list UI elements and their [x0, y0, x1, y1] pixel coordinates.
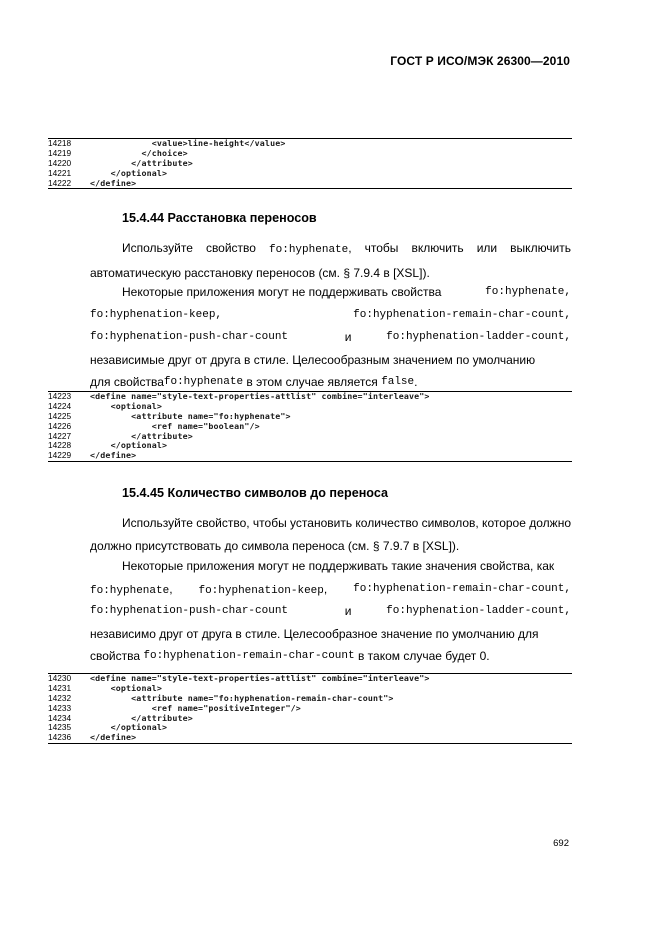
- paragraph-text: Используйте свойство, чтобы установить количество символов, которое должно должно присутствовать до символа переноса (см. § 7.9.7 в [XSL]).: [90, 516, 571, 553]
- line-number: 14225: [48, 410, 72, 421]
- inline-code: fo:hyphenation-remain-char-count,: [353, 582, 571, 595]
- paragraph-text: .: [414, 375, 418, 389]
- code-text: <define name="style-text-properties-attlist" combine="interleave">: [90, 391, 430, 401]
- paragraph-text: для свойства: [90, 375, 164, 389]
- line-number: 14221: [48, 167, 72, 178]
- text-line: [90, 281, 571, 304]
- code-line: [48, 179, 572, 189]
- code-text: </optional>: [90, 167, 168, 178]
- code-text: </define>: [90, 450, 137, 461]
- line-number: 14231: [48, 682, 72, 693]
- paragraph-text: и: [344, 604, 352, 618]
- inline-code: fo:hyphenation-remain-char-count,: [353, 308, 571, 321]
- code-text: <value>line-height</value>: [90, 138, 286, 148]
- paragraph-text: свойства: [90, 649, 144, 663]
- line-number: 14234: [48, 712, 72, 723]
- line-number: 14233: [48, 702, 72, 713]
- paragraph-text: независимые друг от друга в стиле. Целесообразным значением по умолчанию: [90, 352, 536, 367]
- code-text: </attribute>: [90, 430, 193, 441]
- section-heading: 15.4.45 Количество символов до переноса: [122, 486, 388, 500]
- paragraph: [90, 237, 571, 284]
- page-number: 692: [553, 838, 569, 849]
- code-text: <attribute name="fo:hyphenation-remain-char-count">: [90, 692, 394, 703]
- inline-code: fo:hyphenation-remain-char-count: [143, 650, 355, 662]
- paragraph-text: Некоторые приложения могут не поддерживать такие значения свойства, как: [122, 559, 555, 573]
- paragraph-text: Используйте свойство: [122, 241, 270, 255]
- line-number: 14236: [48, 732, 72, 743]
- line-number: 14229: [48, 450, 72, 461]
- paragraph: [90, 512, 571, 557]
- paragraph: [90, 555, 571, 668]
- paragraph: [90, 281, 571, 394]
- code-block-3: [48, 673, 572, 744]
- inline-code: fo:hyphenation-push-char-count: [90, 331, 289, 343]
- code-text: <attribute name="fo:hyphenate">: [90, 410, 291, 421]
- text-line: fo:hyphenate, fo:hyphenation-keep, fo:hyphenation-remain-char-count,: [90, 578, 571, 601]
- text-line: [90, 349, 571, 372]
- code-block-2: [48, 391, 572, 462]
- line-number: 14235: [48, 722, 72, 733]
- line-number: 14224: [48, 400, 72, 411]
- paragraph-text: Некоторые приложения могут не поддерживать свойства: [122, 285, 442, 299]
- inline-code: fo:hyphenation-ladder-count,: [386, 331, 571, 343]
- line-number: 14228: [48, 440, 72, 451]
- document-header: ГОСТ Р ИСО/МЭК 26300—2010: [390, 54, 570, 68]
- code-text: </define>: [90, 177, 137, 188]
- line-number: 14219: [48, 147, 72, 158]
- code-text: <ref name="positiveInteger"/>: [90, 702, 301, 713]
- code-text: <define name="style-text-properties-attlist" combine="interleave">: [90, 673, 430, 683]
- paragraph-text: в таком случае будет 0.: [354, 649, 490, 663]
- text-line: [90, 326, 571, 349]
- inline-code: fo:hyphenate: [269, 244, 349, 256]
- code-text: <ref name="boolean"/>: [90, 420, 260, 431]
- code-line: [48, 451, 572, 461]
- line-number: 14227: [48, 430, 72, 441]
- paragraph-text: и: [344, 330, 352, 344]
- code-text: <optional>: [90, 682, 163, 693]
- code-block-1: [48, 138, 572, 189]
- line-number: 14232: [48, 692, 72, 703]
- paragraph-text: независимо друг от друга в стиле. Целесообразное значение по умолчанию для: [90, 626, 539, 641]
- code-text: </choice>: [90, 147, 188, 158]
- code-text: </optional>: [90, 722, 168, 733]
- line-number: 14222: [48, 177, 72, 188]
- line-number: 14223: [48, 391, 72, 401]
- inline-code: fo:hyphenation-keep,: [90, 308, 223, 321]
- code-line: [48, 733, 572, 743]
- line-number: 14218: [48, 138, 72, 148]
- text-line: [90, 304, 571, 327]
- inline-code: fo:hyphenate: [163, 376, 244, 388]
- text-line: [90, 623, 571, 646]
- inline-code: fo:hyphenate,: [485, 286, 571, 298]
- text-line: [90, 555, 571, 578]
- inline-code: fo:hyphenation-ladder-count,: [386, 605, 571, 617]
- line-number: 14220: [48, 157, 72, 168]
- inline-code: fo:hyphenation-keep: [198, 584, 324, 597]
- code-text: </define>: [90, 732, 137, 743]
- text-line: [90, 600, 571, 623]
- code-text: </optional>: [90, 440, 168, 451]
- code-text: </attribute>: [90, 712, 193, 723]
- paragraph-text: в этом случае является: [243, 375, 382, 389]
- section-heading: 15.4.44 Расстановка переносов: [122, 211, 317, 225]
- code-text: <optional>: [90, 400, 163, 411]
- line-number: 14230: [48, 673, 72, 683]
- inline-code: fo:hyphenate: [90, 584, 170, 597]
- paragraph-text: , чтобы включить или выключить автоматическую расстановку переносов (см. § 7.9.4 в [XSL]).: [90, 241, 572, 280]
- text-line: [90, 645, 571, 668]
- inline-code: false: [381, 376, 415, 388]
- line-number: 14226: [48, 420, 72, 431]
- inline-code: fo:hyphenation-push-char-count: [90, 605, 289, 617]
- code-text: </attribute>: [90, 157, 193, 168]
